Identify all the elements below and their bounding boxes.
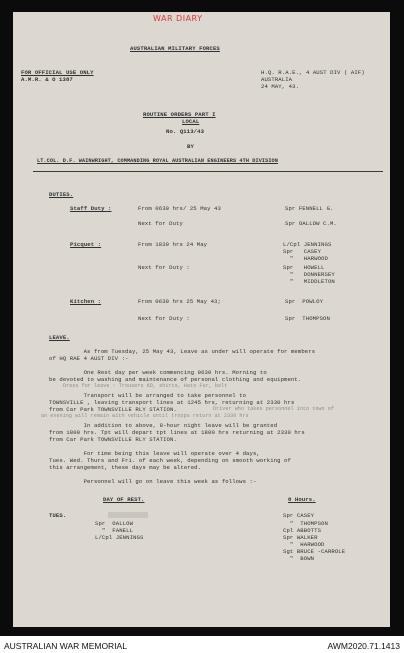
picquet-from: From 1830 hrs 24 May [138,241,208,248]
faint-handnote: Driver who takes personnel into town of [213,406,334,412]
roster-day: TUES. [49,512,67,519]
hours-name: " THOMPSON [283,520,328,527]
picquet-name: " HARWOOD [283,255,328,262]
leave-paragraph: Transport will be arranged to take personnel to [49,392,247,399]
faint-handnote: Dress for leave : Trousers KD, shirts, Hats Fur, belt [63,383,228,389]
staff-duty-next-name: Spr OALLOW C.M. [285,220,337,227]
hours-name: Sgt BRUCE -CARROLE [283,548,346,555]
staff-duty-next: Next for Duty [138,220,183,227]
orders-number: No. Q113/43 [166,128,205,135]
staff-duty-from: From 0630 hrs/ 25 May 43 [138,205,221,212]
picquet-label: Picquet : [70,241,102,248]
leave-heading: LEAVE. [49,334,70,341]
document-title: AUSTRALIAN MILITARY FORCES [130,45,220,52]
leave-paragraph: Tues. Wed. Thurs and Fri. of each week, depending on smooth working of [49,457,291,464]
kitchen-from: From 0630 hrs 25 May 43; [138,298,221,305]
leave-paragraph: from 1800 hrs. Tpt will depart tpt lines at 1800 hrs returning at 2330 hrs [49,429,305,436]
hours-name: " HARWOOD [283,541,325,548]
leave-paragraph: As from Tuesday, 25 May 43, Leave as under will operate for members [49,348,316,355]
picquet-name: Spr CASEY [283,248,322,255]
kitchen-label: Kitchen : [70,298,102,305]
duties-heading: DUTIES. [49,191,74,198]
leave-paragraph: be devoted to washing and maintenance of personal clothing and equipment. [49,376,302,383]
leave-paragraph: from Car Park TOWNSVILLE RLY STATION. [49,436,177,443]
picquet-name: " MIDDLETON [283,278,335,285]
leave-paragraph: TOWNSVILLE , leaving transport lines at 1245 hrs, returning at 2330 hrs [49,399,295,406]
day-of-rest-header: DAY OF REST. [103,496,145,503]
rest-name: " FANELL [95,527,134,534]
kitchen-name: Spr POWLOY [285,298,324,305]
divider-line [33,171,383,172]
orders-by: BY [187,143,194,150]
faint-handnote: an evening will remain with vehicle until troops return at 2330 hrs [41,413,249,419]
leave-paragraph: In addition to above, 8-hour night leave will be granted [49,422,278,429]
hours-name: Spr WALKER [283,534,318,541]
hours-name: Cpl ABBOTTS [283,527,322,534]
restriction-line-2: A.M.R. & O 1387 [21,76,73,83]
war-diary-annotation: WAR DIARY [153,14,203,23]
leave-paragraph: this arrangement, these days may be altered. [49,464,202,471]
staff-duty-name: Spr FENNELL G. [285,205,334,212]
leave-paragraph: Personnel will go on leave this week as follows :- [49,478,257,485]
leave-paragraph: For time being this leave will operate over 4 days, [49,450,260,457]
leave-paragraph: One Rest day per week commencing 0630 hrs. Morning to [49,369,267,376]
picquet-next: Next for Duty : [138,264,190,271]
leave-paragraph: of HQ RAE 4 AUST DIV :- [49,355,129,362]
eight-hours-header: 8 Hours. [288,496,316,503]
orders-commander: LT.COL. D.F. WAINWRIGHT, COMMANDING ROYAL AUSTRALIAN ENGINEERS 4TH DIVISION [37,158,278,164]
kitchen-next: Next for Duty : [138,315,190,322]
hours-name: Spr CASEY [283,512,315,519]
hq-line-2: AUSTRALIA [261,76,293,83]
restriction-line-1: FOR OFFICIAL USE ONLY [21,69,94,76]
staff-duty-label: Staff Duty : [70,205,112,212]
reference-number: AWM2020.71.1413 [327,641,400,651]
picquet-name: " DONNERSEY [283,271,335,278]
hours-name: " BOWN [283,555,315,562]
footer-bar [0,638,404,653]
leave-paragraph: from Car Park TOWNSVILLE RLY STATION. [49,406,177,413]
picquet-name: Spr HOWELL [283,264,325,271]
hq-line-3: 24 MAY, 43. [261,83,300,90]
source-credit: AUSTRALIAN WAR MEMORIAL [4,641,127,651]
orders-title: ROUTINE ORDERS PART I [143,111,216,118]
smudge [108,512,148,518]
hq-line-1: H.Q. R.A.E., 4 AUST DIV ( AIF) [261,69,365,76]
orders-subtitle: LOCAL [182,118,200,125]
rest-name: L/Cpl JENNINGS [95,534,144,541]
kitchen-next-name: Spr THOMPSON [285,315,330,322]
document-page [13,12,390,627]
picquet-name: L/Cpl JENNINGS [283,241,332,248]
rest-name: Spr OALLOW [95,520,134,527]
